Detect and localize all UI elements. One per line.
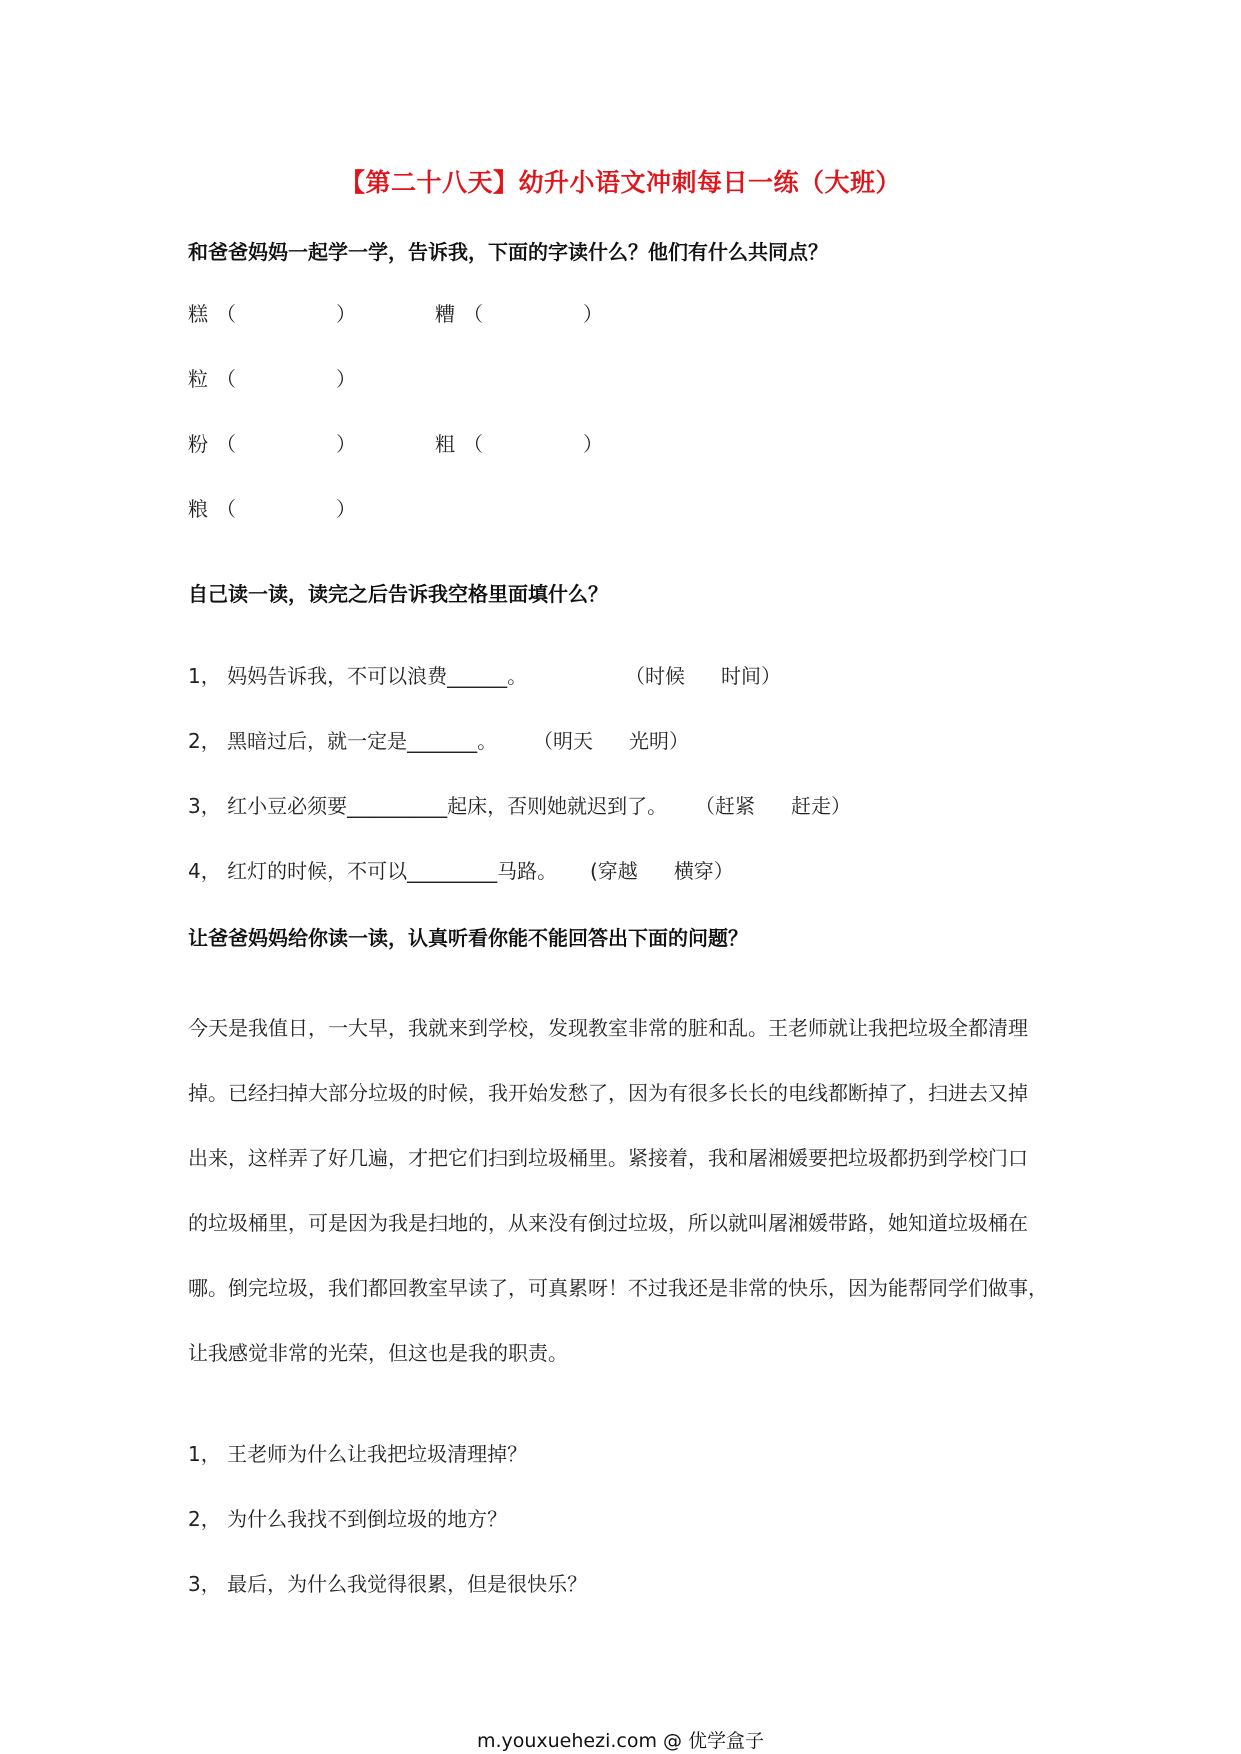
char-item	[188, 493, 356, 522]
fill-blank-item	[188, 725, 497, 754]
page-title: 【第二十八天】幼升小语文冲刺每日一练（大班）	[339, 168, 901, 197]
passage-line: 出来，这样弄了好几遍，才把它们扫到垃圾桶里。紧接着，我和屠湘媛要把垃圾都扔到学校门口	[188, 1146, 1028, 1170]
fill-blank-text: 4， 红灯的时候，不可以_________马路。	[188, 859, 558, 883]
fill-blank-item	[188, 660, 527, 689]
choice-option: 时间）	[721, 664, 781, 688]
char-item	[188, 363, 356, 392]
section1-heading: 和爸爸妈妈一起学一学，告诉我，下面的字读什么？他们有什么共同点？	[188, 240, 828, 264]
choice-option: 横穿）	[673, 859, 734, 883]
reading-passage	[188, 996, 1058, 1386]
passage-line: 让我感觉非常的光荣，但这也是我的职责。	[188, 1341, 568, 1365]
passage-line: 掉。已经扫掉大部分垃圾的时候，我开始发愁了，因为有很多长长的电线都断掉了，扫进去又掉	[188, 1081, 1028, 1105]
char-row	[188, 428, 888, 458]
char-item	[435, 428, 603, 457]
char-row	[188, 363, 888, 393]
choices	[625, 660, 781, 689]
open-paren: （	[216, 302, 236, 326]
char: 粗	[435, 432, 455, 456]
question-item: 1， 王老师为什么让我把垃圾清理掉？	[188, 1442, 528, 1466]
open-paren: （	[463, 432, 483, 456]
choices	[590, 855, 734, 884]
question-item: 2， 为什么我找不到倒垃圾的地方？	[188, 1507, 508, 1531]
char: 粮	[188, 497, 208, 521]
passage-line: 今天是我值日，一大早，我就来到学校，发现教室非常的脏和乱。王老师就让我把垃圾全都清理	[188, 1016, 1028, 1040]
choices	[533, 725, 689, 754]
char-row	[188, 493, 888, 523]
passage-line: 的垃圾桶里，可是因为我是扫地的，从来没有倒过垃圾，所以就叫屠湘媛带路，她知道垃圾桶在	[188, 1211, 1028, 1235]
close-paren: ）	[336, 302, 356, 326]
close-paren: ）	[336, 497, 356, 521]
close-paren: ）	[583, 302, 603, 326]
close-paren: ）	[583, 432, 603, 456]
close-paren: ）	[336, 432, 356, 456]
fill-blank-text: 3， 红小豆必须要__________起床，否则她就迟到了。	[188, 794, 668, 818]
open-paren: （	[216, 367, 236, 391]
choice-option: （时候	[625, 664, 685, 688]
fill-blank-item	[188, 790, 667, 819]
char-item	[188, 298, 356, 327]
choice-option: 赶走）	[791, 794, 851, 818]
close-paren: ）	[336, 367, 356, 391]
question-item: 3， 最后，为什么我觉得很累，但是很快乐？	[188, 1572, 588, 1596]
choices	[695, 790, 851, 819]
section3-heading: 让爸爸妈妈给你读一读，认真听看你能不能回答出下面的问题？	[188, 926, 748, 950]
fill-blank-text: 2， 黑暗过后，就一定是_______。	[188, 729, 498, 753]
char-item	[188, 428, 356, 457]
choice-option: （赶紧	[695, 794, 755, 818]
choice-option: （明天	[533, 729, 593, 753]
char-item	[435, 298, 603, 327]
fill-blank-item	[188, 855, 557, 884]
char-row	[188, 298, 888, 328]
char: 糕	[188, 302, 208, 326]
footer-watermark: m.youxuehezi.com @ 优学盒子	[476, 1730, 765, 1752]
choice-option: 光明）	[629, 729, 689, 753]
fill-blank-text: 1， 妈妈告诉我，不可以浪费______。	[188, 664, 528, 688]
char: 粉	[188, 432, 208, 456]
open-paren: （	[216, 432, 236, 456]
char: 糟	[435, 302, 455, 326]
open-paren: （	[216, 497, 236, 521]
char: 粒	[188, 367, 208, 391]
section2-heading: 自己读一读，读完之后告诉我空格里面填什么？	[188, 582, 608, 606]
choice-option: (穿越	[590, 859, 638, 883]
open-paren: （	[463, 302, 483, 326]
passage-line: 哪。倒完垃圾，我们都回教室早读了，可真累呀！不过我还是非常的快乐，因为能帮同学们做事，	[188, 1276, 1048, 1300]
